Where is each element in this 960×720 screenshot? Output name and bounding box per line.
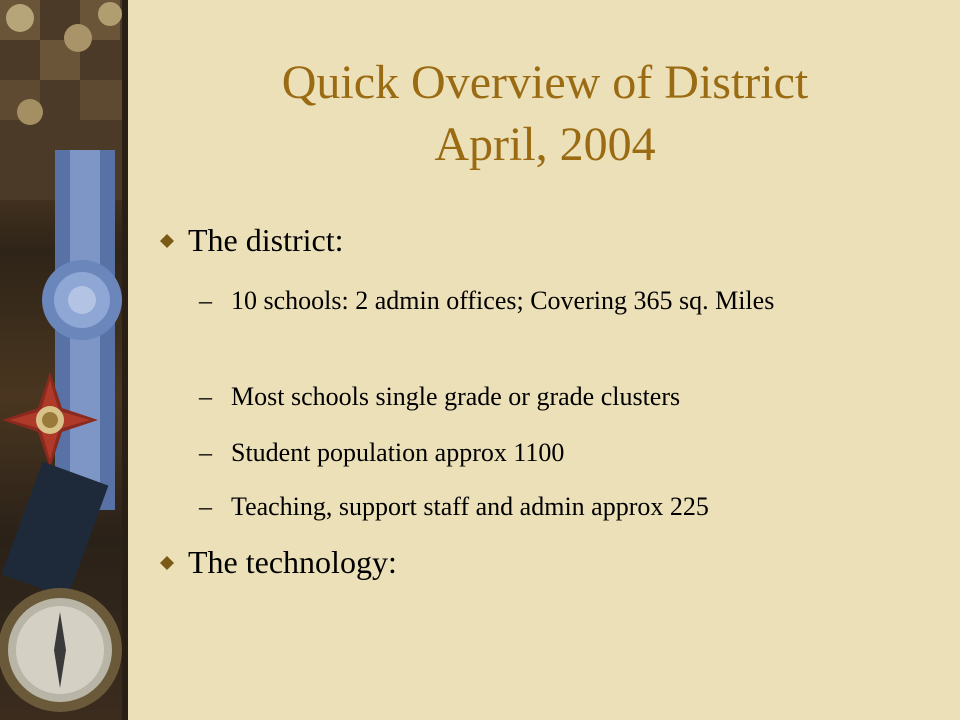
dash-marker: – <box>199 286 212 315</box>
dash-marker: – <box>199 492 212 521</box>
bullet-technology <box>188 544 397 581</box>
sub-bullet-grades <box>199 380 921 414</box>
decorative-medal-image <box>0 0 128 720</box>
sub-bullet-text: 10 schools: 2 admin offices; Covering 365 sq. Miles <box>231 286 775 315</box>
dash-marker: – <box>199 438 212 467</box>
slide-title-line1: Quick Overview of District <box>281 56 809 109</box>
sub-bullet-text: Most schools single grade or grade clusters <box>231 382 681 411</box>
dash-marker: – <box>199 382 212 411</box>
sub-bullet-students <box>199 436 921 470</box>
sub-bullet-text: Student population approx 1100 <box>231 438 565 467</box>
sub-bullet-text: Teaching, support staff and admin approx 225 <box>231 492 709 521</box>
bullet-district-text: The district: <box>188 222 344 258</box>
bullet-technology-text: The technology: <box>188 544 397 580</box>
medal-ribbon-compass-icon <box>0 0 128 720</box>
slide-title <box>150 52 940 176</box>
diamond-bullet-icon <box>160 556 174 570</box>
diamond-bullet-icon <box>160 234 174 248</box>
bullet-district <box>188 222 344 259</box>
slide-title-line2: April, 2004 <box>434 118 656 171</box>
sub-bullet-schools <box>199 284 921 318</box>
sub-bullet-staff <box>199 490 921 524</box>
